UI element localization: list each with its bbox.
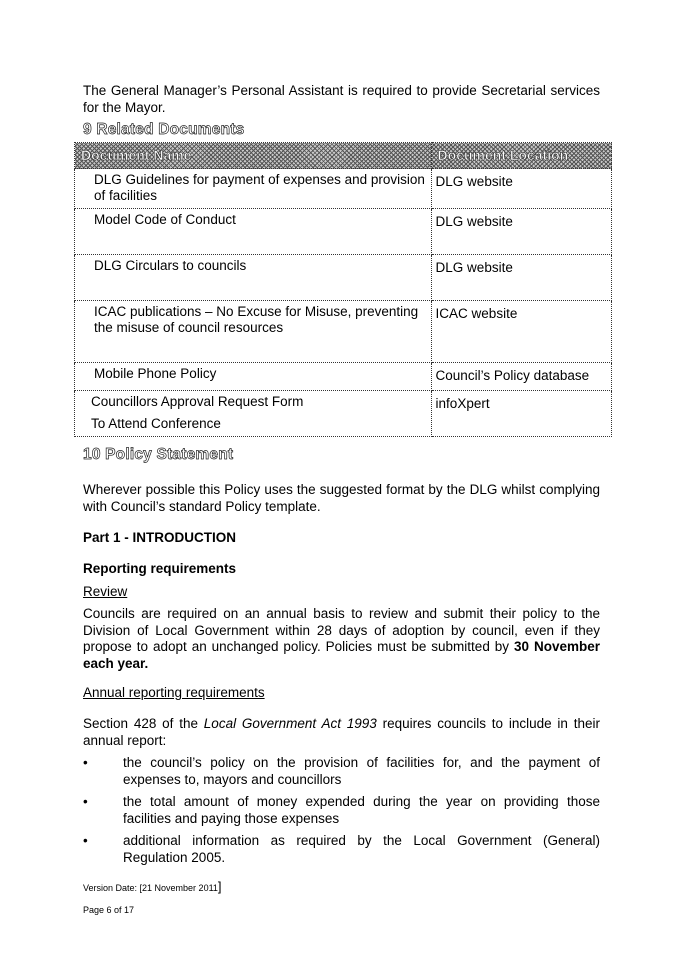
table-row bbox=[75, 363, 612, 391]
table-row bbox=[75, 301, 612, 363]
act-title: Local Government Act 1993 bbox=[203, 716, 377, 731]
bullet-icon: • bbox=[83, 755, 88, 770]
document-location-cell: DLG website bbox=[431, 169, 611, 209]
annual-report-bullet-list bbox=[83, 755, 600, 866]
table-row bbox=[75, 255, 612, 301]
column-header-document-location: Document Location bbox=[431, 143, 611, 169]
bullet-icon: • bbox=[83, 794, 88, 809]
section-9-heading: 9 Related Documents bbox=[83, 121, 245, 138]
list-item: • additional information as required by the Local Government (General) Regulation 2005. bbox=[83, 833, 600, 865]
document-location-cell: DLG website bbox=[431, 255, 611, 301]
page-number: Page 6 of 17 bbox=[83, 905, 135, 915]
document-name-cell: Model Code of Conduct bbox=[75, 209, 432, 255]
list-item: • the council’s policy on the provision of facilities for, and the payment of expenses to, mayors and councillors bbox=[83, 755, 600, 787]
document-location-cell: ICAC website bbox=[431, 301, 611, 363]
part-1-heading: Part 1 - INTRODUCTION bbox=[83, 530, 237, 545]
document-name-cell: Mobile Phone Policy bbox=[75, 363, 432, 391]
version-date: Version Date: [21 November 2011] bbox=[83, 879, 222, 894]
document-location-cell: DLG website bbox=[431, 209, 611, 255]
document-name-cell: ICAC publications – No Excuse for Misuse, preventing the misuse of council resources bbox=[75, 301, 432, 363]
reporting-requirements-heading: Reporting requirements bbox=[83, 561, 237, 576]
document-location-cell: Council’s Policy database bbox=[431, 363, 611, 391]
document-name-cell: Councillors Approval Request Form To Attend Conference bbox=[75, 391, 432, 437]
document-name-cell: DLG Guidelines for payment of expenses and provision of facilities bbox=[75, 169, 432, 209]
deadline-text: 30 November each year. bbox=[83, 639, 600, 671]
annual-reporting-subheading: Annual reporting requirements bbox=[83, 685, 265, 700]
policy-statement-paragraph: Wherever possible this Policy uses the suggested format by the DLG whilst complying with Council’s standard Policy template. bbox=[83, 482, 600, 514]
bullet-icon: • bbox=[83, 833, 88, 848]
review-paragraph: Councils are required on an annual basis to review and submit their policy to the Division of Local Government within 28 days of adoption by council, even if they propose to adopt an unchanged policy. Policies must be submitted by 30 November each year. bbox=[83, 606, 600, 671]
table-row bbox=[75, 169, 612, 209]
intro-paragraph: The General Manager’s Personal Assistant is required to provide Secretarial services for the Mayor. bbox=[83, 83, 600, 115]
table-row bbox=[75, 391, 612, 437]
document-name-cell: DLG Circulars to councils bbox=[75, 255, 432, 301]
related-documents-table bbox=[74, 142, 612, 437]
document-location-cell: infoXpert bbox=[431, 391, 611, 437]
review-subheading: Review bbox=[83, 584, 128, 599]
table-row bbox=[75, 209, 612, 255]
section-10-heading: 10 Policy Statement bbox=[83, 446, 234, 463]
annual-reporting-paragraph: Section 428 of the Local Government Act 1993 requires councils to include in their annual report: bbox=[83, 716, 600, 748]
list-item: • the total amount of money expended during the year on providing those facilities and paying those expenses bbox=[83, 794, 600, 826]
table-header-row bbox=[75, 143, 612, 169]
column-header-document-name: Document Name bbox=[75, 143, 432, 169]
